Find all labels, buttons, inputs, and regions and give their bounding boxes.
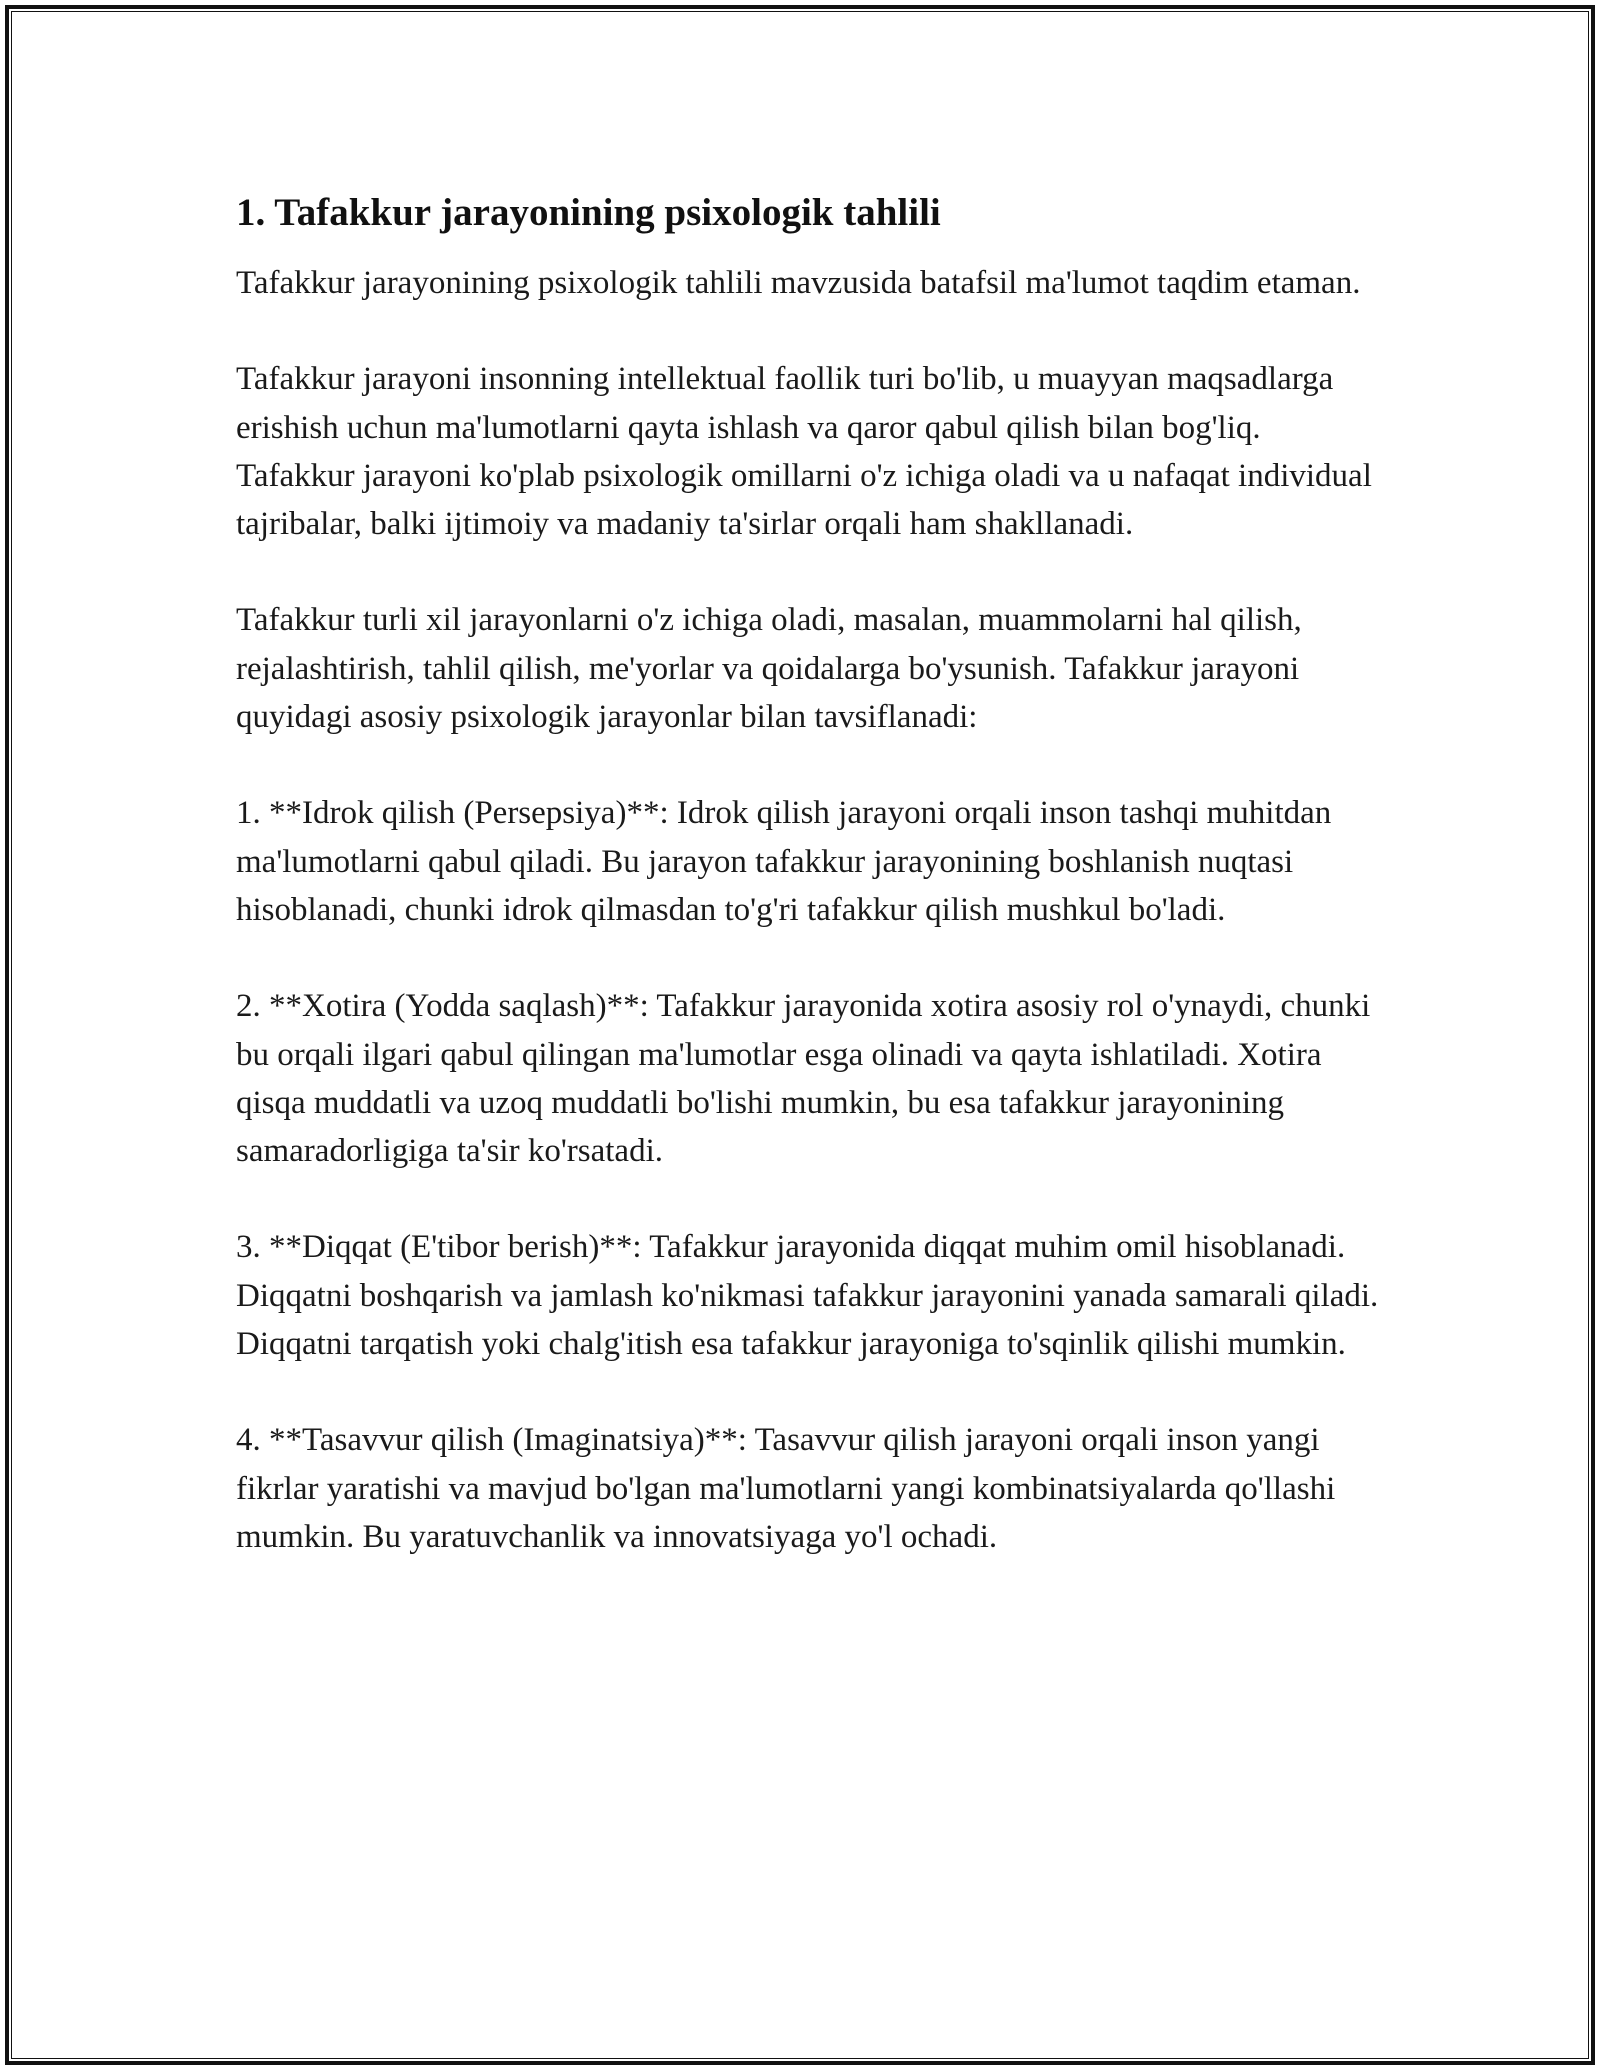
list-item-imagination: 4. **Tasavvur qilish (Imaginatsiya)**: Tasavvur qilish jarayoni orqali inson yangi fikrlar yaratishi va mavjud bo'lgan ma'lumotlarni yangi kombinatsiyalarda qo'llashi mumkin. Bu yaratuvchanlik va innovatsiyaga yo'l ochadi. bbox=[236, 1422, 1336, 1555]
document-body bbox=[236, 185, 1386, 1609]
list-item-perception: 1. **Idrok qilish (Persepsiya)**: Idrok qilish jarayoni orqali inson tashqi muhitdan ma'lumotlarni qabul qiladi. Bu jarayon tafakkur jarayonining boshlanish nuqtasi hisoblanadi, chunki idrok qilmasdan to'g'ri tafakkur qilish mushkul bo'ladi. bbox=[236, 795, 1332, 928]
list-item-attention: 3. **Diqqat (E'tibor berish)**: Tafakkur jarayonida diqqat muhim omil hisoblanadi. Diqqatni boshqarish va jamlash ko'nikmasi tafakkur jarayonini yanada samarali qiladi. Diqqatni tarqatish yoki chalg'itish esa tafakkur jarayoniga to'sqinlik qilishi mumkin. bbox=[236, 1229, 1379, 1363]
processes-paragraph: Tafakkur turli xil jarayonlarni o'z ichiga oladi, masalan, muammolarni hal qilish, rejalashtirish, tahlil qilish, me'yorlar va qoidalarga bo'ysunish. Tafakkur jarayoni quyidagi asosiy psixologik jarayonlar bilan tavsiflanadi: bbox=[236, 602, 1302, 736]
document-title: 1. Tafakkur jarayonining psixologik tahlili bbox=[236, 191, 941, 234]
definition-paragraph: Tafakkur jarayoni insonning intellektual faollik turi bo'lib, u muayyan maqsadlarga erishish uchun ma'lumotlarni qayta ishlash va qaror qabul qilish bilan bog'liq. Tafakkur jarayoni ko'plab psixologik omillarni o'z ichiga oladi va u nafaqat individual tajribalar, balki ijtimoiy va madaniy ta'sirlar orqali ham shakllanadi. bbox=[236, 361, 1372, 543]
list-item-memory: 2. **Xotira (Yodda saqlash)**: Tafakkur jarayonida xotira asosiy rol o'ynaydi, chunki bu orqali ilgari qabul qilingan ma'lumotlar esga olinadi va qayta ishlatiladi. Xotira qisqa muddatli va uzoq muddatli bo'lishi mumkin, bu esa tafakkur jarayonining samaradorligiga ta'sir ko'rsatadi. bbox=[236, 988, 1371, 1170]
intro-paragraph: Tafakkur jarayonining psixologik tahlili mavzusida batafsil ma'lumot taqdim etaman. bbox=[236, 265, 1361, 301]
